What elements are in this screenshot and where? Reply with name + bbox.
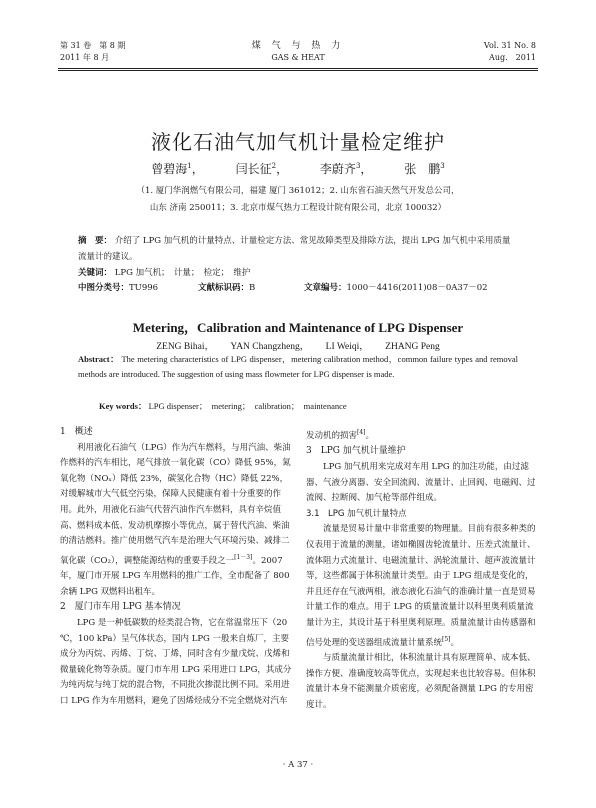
keywords-en-label: Key words： — [99, 401, 147, 411]
en-author-1: ZENG Bihai， — [156, 342, 215, 352]
header-center — [60, 40, 536, 64]
section-3-paragraph: LPG 加气机用来完成对车用 LPG 的加注功能，由过滤器、气液分离器、安全回流阀、流量计、止回阀、电磁阀、过流阀、拉断阀、加气枪等部件组成。 — [306, 462, 536, 504]
english-title: Metering，Calibration and Maintenance of LPG Dispenser — [132, 320, 464, 335]
section-3-1-text: 流量是贸易计量中非常重要的物理量。目前有很多种类的仪表用于流量的测量，诸如椭圆齿轮流量计、压差式流量计、流体阻力式流量计、电磁流量计、涡轮流量计、超声波流量计等，这些都属于体积流量计类型。由于 LPG 组成是变化的，并且还存在气液两相，液态液化石油气的准确计量一直是贸易计量工作的难点。用于 LPG 的质量流量计以科里奥利质量流量计为主，其设计基于科里奥利原理。质量流量计由传感器和信号处理的变送器组成流量计量系统 — [306, 524, 536, 648]
en-author-2: YAN Changzheng， — [230, 342, 310, 352]
abstract-en — [78, 352, 518, 382]
author-1-sup: 1 — [187, 162, 192, 170]
keywords-en-text: LPG dispenser； metering； calibration； maintenance — [148, 401, 347, 411]
en-author-4: ZHANG Peng — [385, 342, 440, 352]
body-column-right — [306, 425, 540, 713]
header-volume-en: Vol. 31 No. 8 — [483, 41, 536, 50]
clc-number — [78, 281, 158, 293]
author-list — [0, 160, 596, 177]
continued-paragraph — [306, 425, 540, 444]
header-rule-top — [58, 68, 538, 69]
body-column-left — [60, 425, 294, 710]
abstract-cn-label: 摘 要： — [78, 236, 113, 246]
header-date-en: Aug. 2011 — [489, 53, 536, 62]
section-2-heading: 2 厦门市车用 LPG 基本情况 — [60, 602, 181, 613]
abstract-en-text: The metering characteristics of LPG dispenser，metering calibration method，common failure types and removal methods are introduced. The suggestion of using mass flowmeter for LPG dispenser is made. — [78, 354, 518, 379]
doc-code — [198, 281, 255, 293]
english-authors — [0, 338, 596, 352]
section-3-1-heading: 3.1 LPG 加气机计量特点 — [306, 508, 407, 519]
section-1-text-tail: 。2007 年，厦门市开展 LPG 车用燃料的推广工作，全市配备了 800 余辆 LPG 双燃料出租车。 — [60, 555, 290, 597]
journal-name-en: GAS & HEAT — [271, 53, 325, 62]
section-3-1-paragraph-1 — [306, 522, 540, 651]
author-2-name: 闫长征 — [235, 162, 272, 176]
doc-label: 文献标识码： — [198, 283, 250, 293]
section-1-text: 利用液化石油气（LPG）作为汽车燃料，与用汽油、柴油作燃料的汽车相比，尾气排放一氧化碳（CO）降低 95%，氮氧化物（NOₓ）降低 23%，碳氢化合物（HC）降低 22%，对缓解城市大气低空污染，保障人民健康有着十分重要的作用。此外，用液化石油气代替汽油作汽车燃料，具有辛烷值高、燃料成本低、发动机摩擦小等优点，属于替代汽油、柴油的清洁燃料。推广使用燃气汽车是治理大气环境污染、减排二氧化碳（CO₂），调整能源结构的重要手段之一 — [60, 442, 291, 566]
section-2-paragraph: LPG 是一种低碳数的烃类混合物，它在常温常压下（20 ℃，100 kPa）呈气体状态，国内 LPG 一般来自炼厂，主要成分为丙烷、丙烯、丁烷、丁烯，同时含有少量戊烷、戊烯和微量硫化物等杂质。厦门市车用 LPG 采用进口 LPG，其成分为纯丙烷与纯丁烷的混合物，不同批次掺混比例不同。采用进口 LPG 作为车用燃料，避免了因烯烃成分不完全燃烧对汽车 — [60, 617, 292, 706]
en-author-3: LI Weiqi， — [325, 342, 369, 352]
author-4-sup: 3 — [440, 162, 445, 170]
author-4 — [404, 162, 444, 176]
page-number: · A 37 · — [282, 760, 314, 770]
continued-text: 发动机的损害 — [306, 430, 358, 441]
author-4-name: 张 鹏 — [404, 162, 441, 176]
header-date: 2011 年 8 月 — [60, 53, 110, 62]
article-number — [304, 281, 488, 293]
author-3: 李蔚齐$^3$， — [319, 162, 373, 176]
keywords-cn — [78, 265, 518, 281]
continued-tail: 。 — [365, 430, 375, 441]
header-rule-bottom — [58, 70, 538, 71]
header-volume: 第 31 卷 第 8 期 — [60, 41, 126, 50]
section-3-1-ref: [5] — [442, 635, 451, 643]
doc-value: B — [249, 283, 256, 293]
author-1-name: 曾碧海 — [151, 162, 188, 176]
keywords-en — [99, 400, 518, 412]
affiliation-line-2: 山东 济南 250011；3. 北京市煤气热力工程设计院有限公司，北京 100032） — [149, 203, 447, 213]
author-2: 闫长征$^2$， — [235, 162, 289, 176]
running-header — [60, 40, 536, 70]
author-2-sup: 2 — [271, 162, 277, 170]
section-1-ref: [1－3] — [234, 553, 253, 561]
abstract-en-label: Abstract： — [78, 354, 120, 364]
clc-label: 中图分类号： — [78, 283, 130, 293]
section-1-paragraph — [60, 441, 294, 601]
abstract-cn-text: 介绍了 LPG 加气机的计量特点、计量检定方法、常见故障类型及排除方法，提出 LPG 加气机中采用质量流量计的建议。 — [78, 236, 511, 262]
header-right — [484, 40, 536, 64]
section-3-heading: 3 LPG 加气机计量维护 — [306, 446, 406, 457]
section-1-heading: 1 概述 — [60, 427, 93, 437]
author-1: 曾碧海$^1$， — [151, 162, 204, 176]
keywords-cn-text: LPG 加气机； 计量； 检定； 维护 — [114, 268, 251, 278]
affiliations — [80, 183, 516, 217]
author-3-sup: 3 — [355, 162, 361, 170]
abstract-cn — [78, 233, 518, 281]
section-3-1-paragraph-2: 与质量流量计相比，体积流量计具有原理简单、成本低、操作方便、准确度较高等优点，实现起来也比较容易。但体积流量计本身不能测量介质密度，必须配备测量 LPG 的专用密度计。 — [306, 652, 536, 710]
section-3-1-tail: 。 — [450, 637, 460, 648]
paper-title: 液化石油气加气机计量检定维护 — [151, 130, 445, 154]
journal-name-cn: 煤 气 与 热 力 — [251, 41, 345, 51]
author-3-name: 李蔚齐 — [319, 162, 356, 176]
affiliation-line-1: （1. 厦门华润燃气有限公司，福建 厦门 361012；2. 山东省石油天然气开发总公司， — [136, 186, 460, 196]
article-label: 文章编号： — [304, 283, 347, 293]
article-value: 1000－4416(2011)08－0A37－02 — [346, 283, 488, 293]
clc-value: TU996 — [129, 283, 159, 293]
continued-ref: [4] — [357, 429, 366, 436]
keywords-cn-label: 关键词： — [78, 268, 113, 278]
